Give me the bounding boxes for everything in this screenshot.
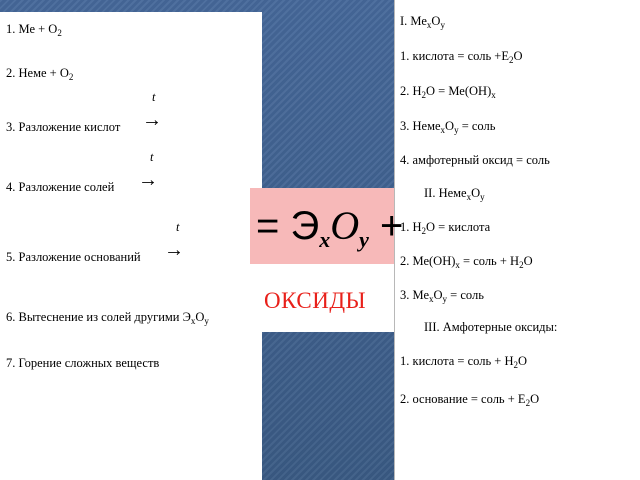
arrow-icon: → [138,169,158,191]
temperature-label: t [150,150,154,164]
right-item-8: 1. кислота = соль + $H_2O$ [400,354,528,370]
left-item-5: 5. Разложение оснований [6,250,141,264]
right-item-9: 2. основание = соль + $Е_2O$ [400,392,540,408]
right-item-2: 2. $H_2O = Ме(OH)_x$ [400,84,496,100]
temperature-label: t [176,220,180,234]
right-panel [394,0,640,480]
right-heading-1: I. $Ме_хО_у$ [400,14,445,30]
left-item-4: 4. Разложение солей [6,180,115,194]
oxide-formula: = $Э_xO_y$ + [256,203,404,252]
left-item-2: 2. Неме + $О_2$ [6,66,74,82]
left-panel [0,12,262,480]
left-item-7: 7. Горение сложных веществ [6,356,160,370]
temperature-label: t [152,90,156,104]
right-heading-2: II. $Неме_хО_у$ [424,186,485,202]
right-item-7: 3. $Ме_xО_у$ = соль [400,288,484,304]
right-heading-3: III. Амфотерные оксиды: [424,320,558,334]
arrow-icon: → [142,109,162,131]
left-item-1: 1. Ме + $О_2$ [6,22,62,38]
right-item-4: 4. амфотерный оксид = соль [400,153,550,167]
right-item-6: 2. $Ме(OH)_x$ = соль + $H_2O$ [400,254,533,270]
right-item-1: 1. кислота = соль $+Е_2O$ [400,49,523,65]
right-item-3: 3. $Неме_xO_y$ = соль [400,119,496,135]
oxides-title: ОКСИДЫ [264,288,367,313]
right-item-5: 1. $H_2O$ = кислота [400,220,491,236]
left-item-6: 6. Вытеснение из солей другими $Э_xО_y$ [6,310,209,326]
arrow-icon: → [164,239,184,261]
left-item-3: 3. Разложение кислот [6,120,121,134]
